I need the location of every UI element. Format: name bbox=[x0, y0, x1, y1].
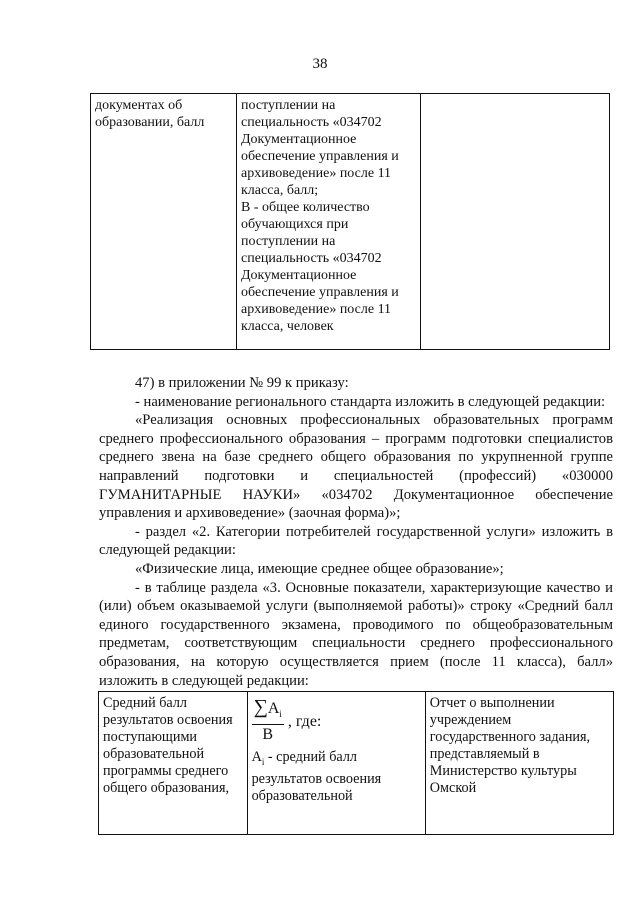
variable-description: - средний балл результатов освоения образовательной bbox=[251, 749, 382, 805]
denominator: B bbox=[262, 726, 274, 744]
formula-cell bbox=[247, 692, 425, 835]
formula-suffix: , где: bbox=[287, 712, 322, 730]
paragraph: 47) в приложении № 99 к приказу: bbox=[135, 375, 349, 391]
variable-subscript: i bbox=[261, 757, 265, 768]
paragraph: «Реализация основных профессиональных образовательных программ среднего профессионального образования – программ подготовки специалистов среднего звена на базе среднего общего образования по укрупненной группе направлений подготовки и специальностей (профессий) «030000 ГУМАНИТАРНЫЕ НАУКИ» «034702 Документационное обеспечение управления и архивоведение» (заочная форма)»; bbox=[99, 412, 613, 522]
numerator-subscript: i bbox=[279, 709, 282, 720]
sigma-symbol: ∑ bbox=[253, 696, 268, 718]
numerator bbox=[252, 697, 284, 725]
amendment-text bbox=[99, 374, 613, 690]
source-cell bbox=[421, 94, 610, 350]
indicator-name-cell: Средний балл результатов освоения поступающими образовательной программы среднего общего образования, bbox=[99, 692, 248, 835]
indicator-name-cell: документах об образовании, балл bbox=[91, 94, 237, 350]
numerator-symbol: A bbox=[267, 700, 280, 717]
continued-indicator-table bbox=[90, 93, 610, 350]
average-formula bbox=[252, 697, 421, 745]
variable-symbol: A bbox=[251, 749, 262, 766]
variable-definition bbox=[252, 749, 421, 805]
new-indicator-table bbox=[98, 691, 614, 835]
source-cell: Отчет о выполнении учреждением государственного задания, представляемый в Министерство культуры Омской bbox=[425, 692, 613, 835]
page-number: 38 bbox=[312, 56, 328, 72]
paragraph: - раздел «2. Категории потребителей государственной услуги» изложить в следующей редакции: bbox=[99, 523, 613, 559]
formula-description-cell: поступлении на специальность «034702 Документационное обеспечение управления и архивоведение» после 11 класса, балл; В - общее количество обучающихся при поступлении на специальность «034702 Документационное обеспечение управления и архивоведение» после 11 класса, человек bbox=[237, 94, 421, 350]
table-row bbox=[99, 692, 614, 835]
paragraph: - в таблице раздела «3. Основные показатели, характеризующие качество и (или) объем оказываемой услуги (выполняемой работы)» строку «Средний балл единого государственного экзамена, проводимого по общеобразовательным предметам, соответствующим специальности среднего профессионального образования, на которую осуществляется прием (после 11 класса), балл» изложить в следующей редакции: bbox=[99, 579, 613, 689]
table-row bbox=[91, 94, 610, 350]
paragraph: - наименование регионального стандарта изложить в следующей редакции: bbox=[135, 393, 606, 410]
fraction bbox=[252, 697, 284, 745]
paragraph: «Физические лица, имеющие среднее общее образование»; bbox=[135, 560, 504, 577]
